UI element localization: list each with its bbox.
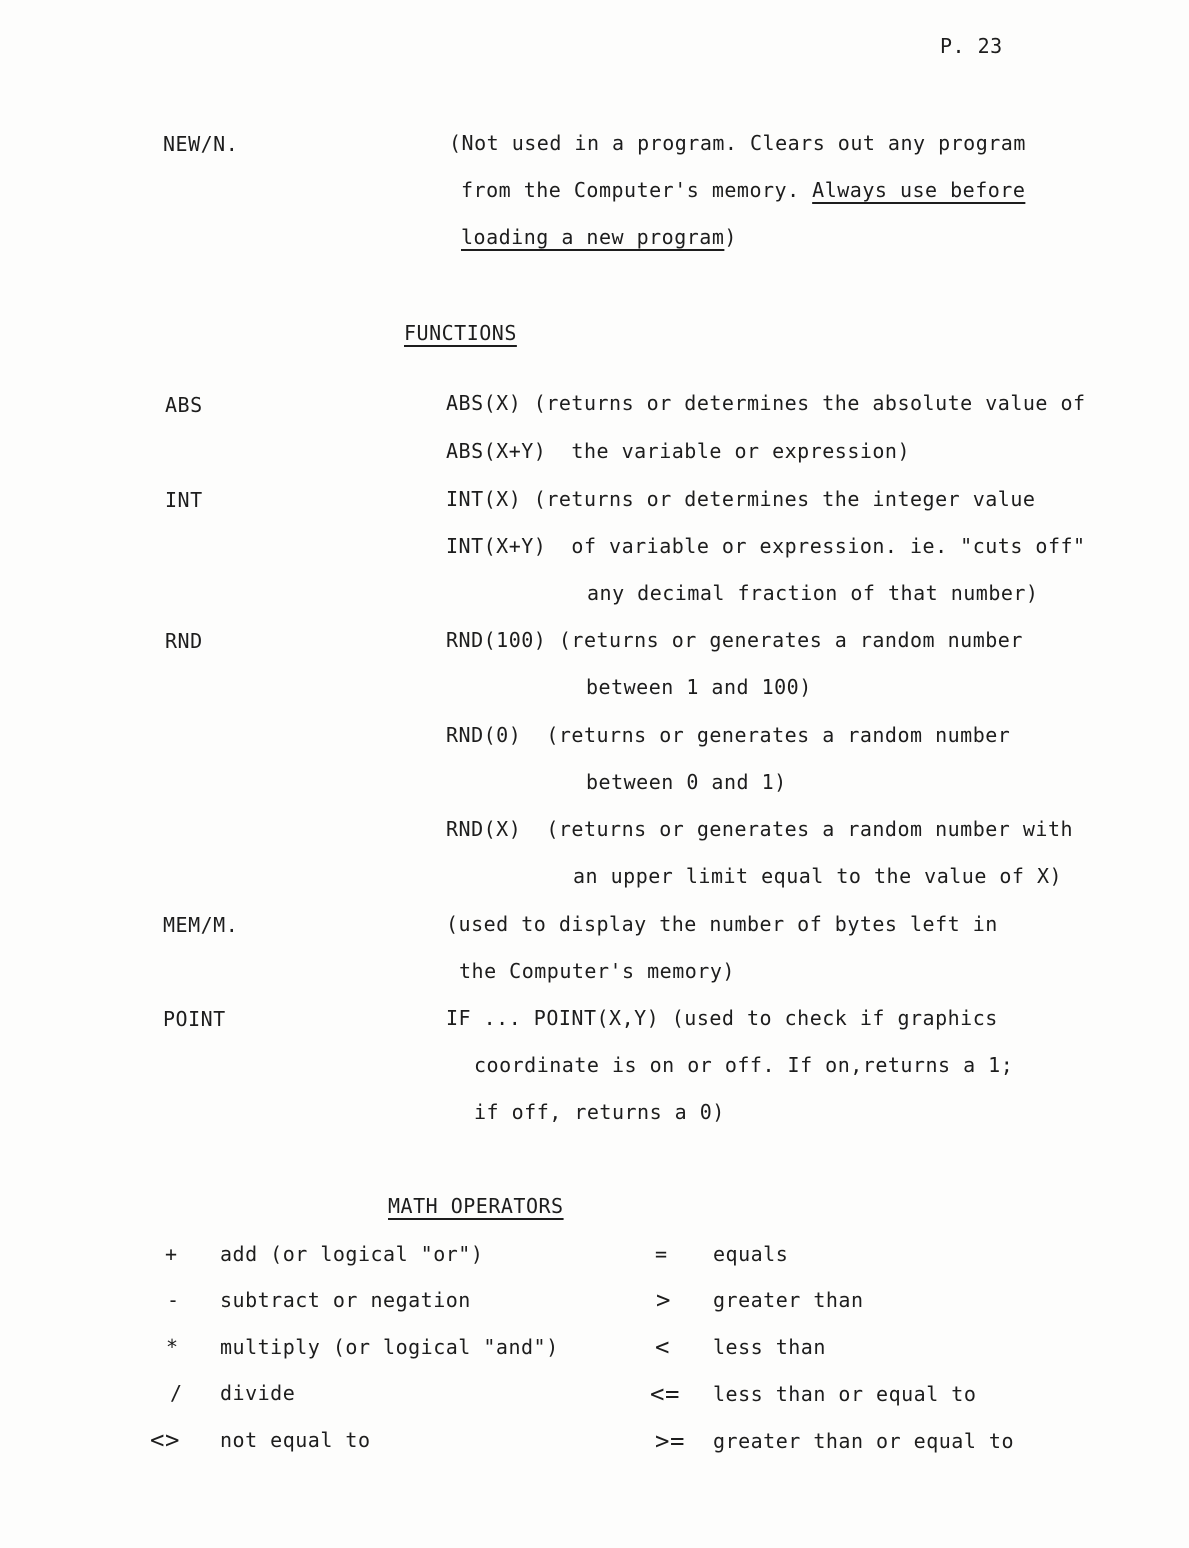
abs-keyword: ABS [165, 393, 203, 417]
new-desc-emphasis: Always use before [812, 178, 1026, 202]
rnd-desc-line4: between 0 and 1) [586, 770, 787, 794]
int-desc-line2: INT(X+Y) of variable or expression. ie. "cuts off" [446, 534, 1086, 558]
new-keyword: NEW/N. [163, 132, 239, 156]
point-desc-line3: if off, returns a 0) [474, 1100, 725, 1124]
operator-meaning-greater-equal: greater than or equal to [713, 1429, 1014, 1453]
mem-desc-line2: the Computer's memory) [459, 959, 735, 983]
operator-meaning-not-equal: not equal to [220, 1428, 371, 1452]
rnd-desc-line2: between 1 and 100) [586, 675, 812, 699]
operator-meaning-divide: divide [220, 1381, 296, 1405]
operator-symbol-greater: > [656, 1286, 671, 1314]
operator-symbol-multiply: * [166, 1335, 179, 1359]
new-desc-emphasis-end: loading a new program [461, 225, 725, 249]
operator-meaning-equals: equals [713, 1242, 789, 1266]
page-number: P. 23 [940, 34, 1003, 58]
point-desc-line2: coordinate is on or off. If on,returns a 1; [474, 1053, 1014, 1077]
new-desc-line1: (Not used in a program. Clears out any program [449, 131, 1026, 155]
operator-meaning-multiply: multiply (or logical "and") [220, 1335, 559, 1359]
rnd-desc-line3: RND(0) (returns or generates a random number [446, 723, 1011, 747]
abs-desc-line1: ABS(X) (returns or determines the absolute value of [446, 391, 1086, 415]
operator-symbol-less: < [655, 1333, 670, 1361]
new-desc-line2-text: from the Computer's memory. [461, 178, 813, 202]
int-desc-line3: any decimal fraction of that number) [587, 581, 1039, 605]
operator-symbol-less-equal: <= [650, 1380, 680, 1408]
operator-symbol-subtract: - [167, 1288, 180, 1312]
operator-symbol-add: + [165, 1242, 178, 1266]
point-keyword: POINT [163, 1007, 226, 1031]
int-desc-line1: INT(X) (returns or determines the integer value [446, 487, 1036, 511]
operator-meaning-less: less than [713, 1335, 826, 1359]
operator-meaning-greater: greater than [713, 1288, 864, 1312]
rnd-desc-line6: an upper limit equal to the value of X) [573, 864, 1063, 888]
mem-desc-line1: (used to display the number of bytes left in [446, 912, 998, 936]
rnd-desc-line1: RND(100) (returns or generates a random number [446, 628, 1023, 652]
operator-symbol-not-equal: <> [150, 1426, 180, 1454]
new-desc-line3 [461, 227, 737, 247]
operator-meaning-add: add (or logical "or") [220, 1242, 484, 1266]
abs-desc-line2: ABS(X+Y) the variable or expression) [446, 439, 911, 463]
int-keyword: INT [165, 488, 203, 512]
math-operators-heading: MATH OPERATORS [388, 1194, 564, 1218]
operator-symbol-greater-equal: >= [655, 1427, 685, 1455]
mem-keyword: MEM/M. [163, 913, 239, 937]
point-desc-line1: IF ... POINT(X,Y) (used to check if graphics [446, 1006, 998, 1030]
new-desc-line2 [461, 180, 1025, 200]
operator-meaning-less-equal: less than or equal to [713, 1382, 977, 1406]
operator-symbol-equals: = [655, 1242, 668, 1266]
rnd-desc-line5: RND(X) (returns or generates a random number with [446, 817, 1074, 841]
new-desc-close: ) [724, 225, 737, 249]
rnd-keyword: RND [165, 629, 203, 653]
operator-symbol-divide: / [170, 1381, 183, 1405]
functions-heading: FUNCTIONS [404, 321, 517, 345]
operator-meaning-subtract: subtract or negation [220, 1288, 471, 1312]
